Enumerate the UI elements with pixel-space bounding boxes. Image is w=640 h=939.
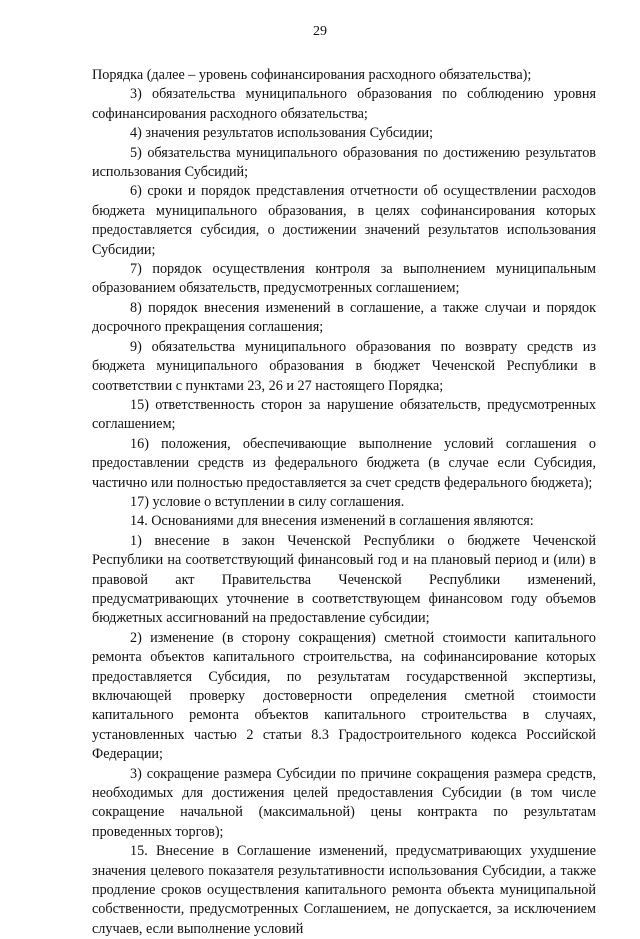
paragraph: 15) ответственность сторон за нарушение обязательств, предусмотренных соглашением; — [92, 396, 596, 433]
paragraph: 14. Основаниями для внесения изменений в соглашения являются: — [130, 513, 534, 530]
paragraph: 9) обязательства муниципального образования по возврату средств из бюджета муниципального образования в бюджет Чеченской Республики в соответствии с пунктами 23, 26 и 27 настоящего Порядка; — [92, 338, 596, 394]
paragraph: 16) положения, обеспечивающие выполнение условий соглашения о предоставлении средств из федерального бюджета (в случае если Субсидия, частично или полностью предоставляется за счет средств федерального бюджета); — [92, 435, 596, 491]
paragraph: 1) внесение в закон Чеченской Республики о бюджете Чеченской Республики на соответствующий финансовый год и на плановый период и (или) в правовой акт Правительства Чеченской Республики изменений, предусматривающих уточнение в соответствующем финансовом году объемов бюджетных ассигнований на предоставление субсидии; — [92, 532, 596, 627]
paragraph: 4) значения результатов использования Субсидии; — [130, 125, 434, 142]
paragraph: 2) изменение (в сторону сокращения) сметной стоимости капитального ремонта объектов капитального строительства, на софинансирование которых предоставляется Субсидия, по результатам государственной экспертизы, включающей проверку достоверности определения сметной стоимости капитального ремонта объектов капитального строительства в случаях, установленных частью 2 статьи 8.3 Градостроительного кодекса Российской Федерации; — [92, 629, 596, 763]
paragraph: 3) обязательства муниципального образования по соблюдению уровня софинансирования расходного обязательства; — [92, 86, 596, 122]
paragraph: 15. Внесение в Соглашение изменений, предусматривающих ухудшение значения целевого показателя результативности использования Субсидии, а также продление сроков осуществления капитального ремонта объекта муниципальной собственности, предусмотренных Соглашением, не допускается, за исключением случаев, если выполнение условий — [92, 843, 596, 937]
paragraph: 8) порядок внесения изменений в соглашение, а также случаи и порядок досрочного прекращения соглашения; — [92, 299, 596, 336]
page-number: 29 — [313, 24, 327, 39]
paragraph: Порядка (далее – уровень софинансирования расходного обязательства); — [92, 67, 532, 83]
paragraph: 6) сроки и порядок представления отчетности об осуществлении расходов бюджета муниципального образования, в целях софинансирования которых предоставляется субсидия, о достижении значений результатов использования Субсидии; — [92, 183, 596, 258]
paragraph: 7) порядок осуществления контроля за выполнением муниципальным образованием обязательств, предусмотренных соглашением; — [92, 261, 596, 297]
paragraph: 17) условие о вступлении в силу соглашения. — [130, 493, 405, 510]
paragraph: 3) сокращение размера Субсидии по причине сокращения размера средств, необходимых для достижения целей предоставления Субсидии (в том числе сокращение начальной (максимальной) цены контракта по результатам проведенных торгов); — [92, 765, 596, 840]
document-body — [92, 66, 596, 939]
paragraph: 5) обязательства муниципального образования по достижению результатов использования Субсидий; — [92, 144, 596, 181]
